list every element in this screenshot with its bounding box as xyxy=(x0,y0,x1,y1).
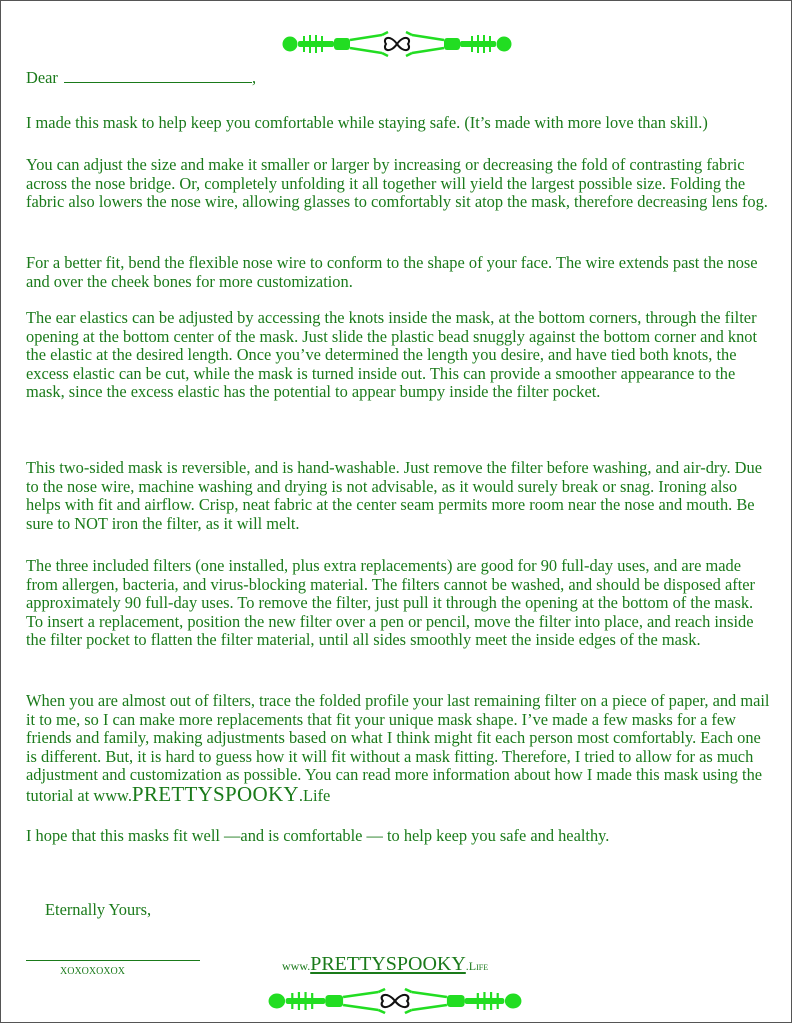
site-link[interactable] xyxy=(93,781,331,806)
paragraph-ear-elastics: The ear elastics can be adjusted by accessing the knots inside the mask, at the bottom corners, through the filter opening at the bottom center of the mask. Just slide the plastic bead snuggly against the bottom corner and knot the elastic at the desired length. Once you’ve determined the length you desire, and have tied both knots, the excess elastic can be cut, while the mask is turned inside out. This can provide a smoother appearance to the mask, since the excess elastic has the potential to appear bumpy inside the filter pocket. xyxy=(26,308,758,402)
greeting-comma: , xyxy=(251,68,257,87)
site-suffix: .Life xyxy=(298,785,331,805)
footer-site-name: PRETTYSPOOKY xyxy=(310,953,466,975)
paragraph-nose-wire: For a better fit, bend the flexible nose wire to conform to the shape of your face. The wire extends past the nose and over the cheek bones for more customization. xyxy=(26,253,758,291)
skeleton-ornament-icon xyxy=(282,26,512,62)
paragraph-replacements-text: When you are almost out of filters, trace the folded profile your last remaining filter on a piece of paper, and mail it to me, so I can make more replacements that fit your unique mask shape. I’ve made a few masks for a few friends and family, making adjustments based on what I think might fit each person most comfortably. Each one is different. But, it is hard to guess how it will fit without a mask fitting. Therefore, I tried to allow for as much adjustment and customization as possible. You can read more information about how I made this mask using the tutorial at xyxy=(26,691,770,805)
paragraph-size: You can adjust the size and make it smaller or larger by increasing or decreasing the fold of contrasting fabric across the nose bridge. Or, completely unfolding it all together will yield the largest possible size. Folding the fabric also lowers the nose wire, allowing glasses to comfortably sit atop the mask, therefore decreasing lens fog. xyxy=(26,155,768,212)
footer-site-prefix: www. xyxy=(282,959,311,973)
footer-site-suffix: .Life xyxy=(465,959,489,973)
skeleton-ornament-icon xyxy=(268,983,522,1019)
signoff: Eternally Yours, xyxy=(45,900,152,919)
paragraph-closing: I hope that this masks fit well —and is comfortable — to help keep you safe and healthy. xyxy=(26,826,610,845)
recipient-blank xyxy=(64,68,252,83)
paragraph-intro: I made this mask to help keep you comfortable while staying safe. (It’s made with more love than skill.) xyxy=(26,113,708,132)
paragraph-replacements xyxy=(26,692,771,827)
letter-body xyxy=(26,68,771,887)
site-name: PRETTYSPOOKY xyxy=(131,781,299,806)
footer-site-link[interactable] xyxy=(282,953,488,976)
greeting-word: Dear xyxy=(26,68,58,87)
signature: xoxoxoxox xyxy=(60,963,125,978)
paragraph-filters: The three included filters (one installed, plus extra replacements) are good for 90 full-day uses, and are made from allergen, bacteria, and virus-blocking material. The filters cannot be washed, and should be disposed after approximately 90 full-day uses. To remove the filter, just pull it through the opening at the bottom of the mask. To insert a replacement, position the new filter over a pen or pencil, move the filter into place, and reach inside the filter pocket to flatten the filter material, until all sides smoothly meet the inside edges of the mask. xyxy=(26,556,755,650)
signature-line xyxy=(26,960,200,961)
paragraph-washing: This two-sided mask is reversible, and is hand-washable. Just remove the filter before washing, and air-dry. Due to the nose wire, machine washing and drying is not advisable, as it would surely break or snag. Ironing also helps with fit and airflow. Crisp, neat fabric at the center seam permits more room near the nose and mouth. Be sure to NOT iron the filter, as it will melt. xyxy=(26,458,762,533)
greeting-line xyxy=(26,68,771,114)
site-prefix: www. xyxy=(93,785,132,805)
